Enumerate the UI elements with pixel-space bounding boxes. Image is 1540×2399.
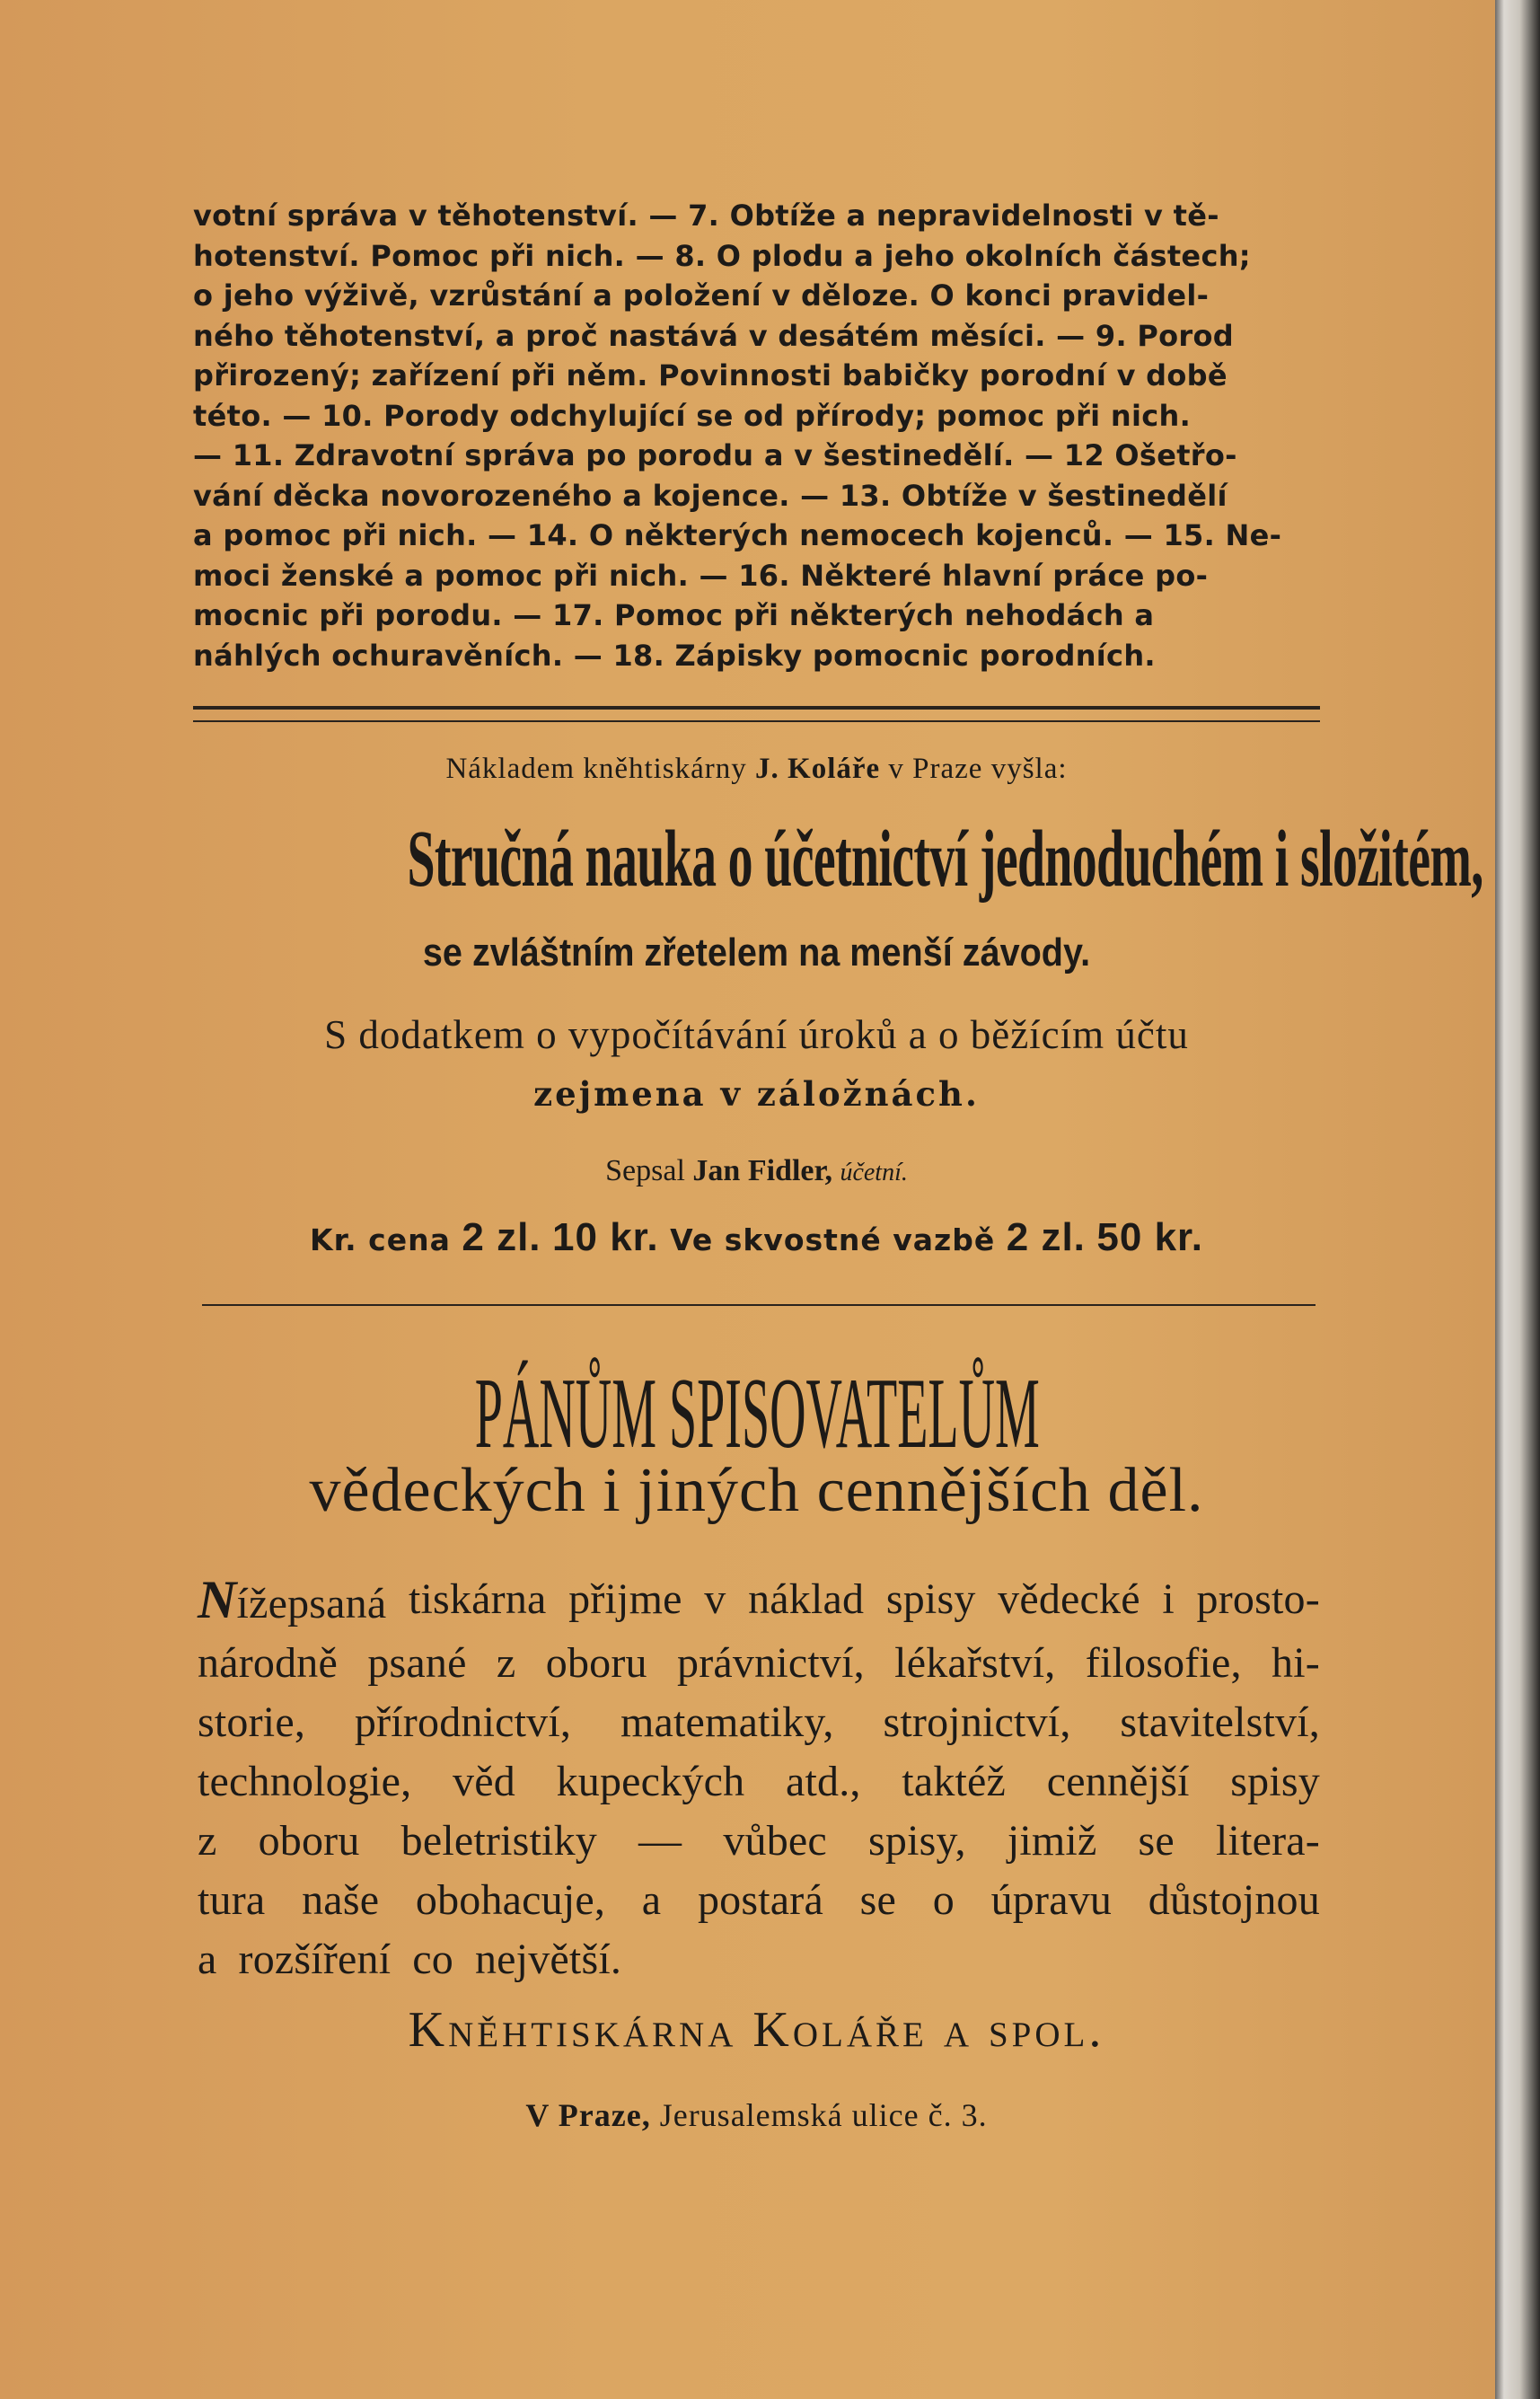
word: spisy <box>885 1575 976 1623</box>
word: z <box>496 1639 516 1687</box>
word: oboru <box>258 1817 360 1865</box>
double-rule-divider <box>193 706 1320 722</box>
word: věd <box>453 1758 515 1805</box>
book-addendum: S dodatkem o vypočítávání úroků a o běžícím účtu <box>324 1012 1189 1057</box>
printer-address <box>193 2096 1320 2134</box>
word: stavitelství, <box>1120 1698 1320 1746</box>
word: matematiky, <box>620 1698 834 1746</box>
word: cennější <box>1046 1758 1190 1805</box>
word: rozšíření <box>238 1936 392 1983</box>
word: vůbec <box>723 1817 827 1865</box>
publisher-line <box>193 753 1320 786</box>
price-amount-2b: 50 kr. <box>1096 1215 1203 1259</box>
word: obohacuje, <box>415 1876 606 1924</box>
contents-line: — 11. Zdravotní správa po porodu a v šestinedělí. — 12 Ošetřo- <box>193 438 1237 472</box>
contents-line: moci ženské a pomoc při nich. — 16. Některé hlavní práce po- <box>193 558 1209 593</box>
contents-line: ného těhotenství, a proč nastává v desátém měsíci. — 9. Porod <box>193 318 1234 353</box>
contents-line: votní správa v těhotenství. — 7. Obtíže a nepravidelnosti v tě- <box>193 198 1219 233</box>
word: litera- <box>1216 1817 1320 1865</box>
ad-body-first-word: Nížepsaná <box>198 1570 387 1629</box>
ad-body-line <box>198 1930 1320 1989</box>
book-title: Stručná nauka o účetnictví jednoduchém i složitém, <box>407 815 1483 904</box>
word: se <box>859 1876 897 1924</box>
ad-body-paragraph <box>198 1570 1320 1989</box>
publisher-prefix: Nákladem kněhtiskárny <box>445 753 747 785</box>
word: lékařství, <box>894 1639 1056 1687</box>
printer-signature: Kněhtiskárna Koláře a spol. <box>408 2002 1105 2058</box>
publisher-name: J. Koláře <box>755 753 881 785</box>
publisher-suffix: v Praze vyšla: <box>888 753 1068 785</box>
word: přijme <box>568 1575 682 1623</box>
word: hi- <box>1272 1639 1320 1687</box>
word: v <box>704 1575 726 1623</box>
word: i <box>1162 1575 1175 1623</box>
book-author <box>193 1154 1320 1188</box>
word: se <box>1138 1817 1175 1865</box>
price-amount-2a: 2 zl. <box>1006 1215 1086 1259</box>
contents-line: přirozený; zařízení při něm. Povinnosti babičky porodní v době <box>193 358 1228 392</box>
word: oboru <box>545 1639 647 1687</box>
book-addendum-continued: zejmena v záložnách. <box>533 1074 980 1114</box>
word: psané <box>367 1639 467 1687</box>
address-street: Jerusalemská ulice č. 3. <box>659 2097 988 2133</box>
word: tiskárna <box>408 1575 547 1623</box>
word: právnictví, <box>677 1639 865 1687</box>
word: co <box>412 1936 453 1983</box>
ad-body-line <box>198 1570 1320 1634</box>
ad-subheading: vědeckých i jiných cennějších děl. <box>309 1456 1204 1525</box>
book-price <box>193 1215 1320 1260</box>
word: úpravu <box>990 1876 1113 1924</box>
word: důstojnou <box>1148 1876 1320 1924</box>
word: vědecké <box>998 1575 1140 1623</box>
book-subtitle: se zvláštním zřetelem na menší závody. <box>422 930 1091 975</box>
ad-body-line <box>198 1812 1320 1871</box>
word: a <box>641 1876 662 1924</box>
word: atd., <box>785 1758 861 1805</box>
word: přírodnictví, <box>354 1698 572 1746</box>
word: beletristiky <box>400 1817 597 1865</box>
word: naše <box>302 1876 380 1924</box>
word: národně <box>198 1639 338 1687</box>
word: spisy <box>1230 1758 1320 1805</box>
word: a <box>198 1936 217 1983</box>
drop-cap: N <box>198 1570 237 1629</box>
word: jimiž <box>1007 1817 1097 1865</box>
author-role: účetní. <box>840 1159 908 1186</box>
word: prosto- <box>1196 1575 1320 1623</box>
ad-body-line <box>198 1634 1320 1693</box>
word: — <box>638 1817 682 1865</box>
address-city: V Praze, <box>525 2097 651 2133</box>
contents-line: mocnic při porodu. — 17. Pomoc při některých nehodách a <box>193 598 1155 632</box>
word: technologie, <box>198 1758 412 1805</box>
contents-paragraph <box>193 196 1320 675</box>
price-label: Kr. cena <box>310 1222 451 1257</box>
word: spisy, <box>867 1817 966 1865</box>
word: o <box>932 1876 955 1924</box>
page-edge-binding <box>1495 0 1540 2399</box>
word: strojnictví, <box>883 1698 1071 1746</box>
word: filosofie, <box>1085 1639 1242 1687</box>
contents-line: náhlých ochuravěních. — 18. Zápisky pomocnic porodních. <box>193 638 1156 673</box>
ad-body-line <box>198 1693 1320 1752</box>
price-amount-1a: 2 zl. <box>462 1215 541 1259</box>
word: největší. <box>474 1936 622 1983</box>
contents-line: a pomoc při nich. — 14. O některých nemocech kojenců. — 15. Ne- <box>193 518 1282 552</box>
ad-body-line <box>198 1871 1320 1930</box>
contents-line: hotenství. Pomoc při nich. — 8. O plodu a jeho okolních částech; <box>193 238 1251 273</box>
single-rule-divider <box>202 1304 1316 1306</box>
ad-body-line <box>198 1752 1320 1812</box>
contents-line: vání děcka novorozeného a kojence. — 13. Obtíže v šestinedělí <box>193 478 1228 513</box>
author-prefix: Sepsal <box>605 1154 685 1187</box>
author-name: Jan Fidler, <box>692 1154 832 1187</box>
ad-heading: PÁNŮM SPISOVATELŮM <box>474 1358 1040 1469</box>
contents-line: této. — 10. Porody odchylující se od přírody; pomoc při nich. <box>193 398 1192 433</box>
word: kupeckých <box>556 1758 745 1805</box>
word: postará <box>697 1876 823 1924</box>
word: tura <box>198 1876 266 1924</box>
word: taktéž <box>902 1758 1007 1805</box>
word: z <box>198 1817 217 1865</box>
word: storie, <box>198 1698 306 1746</box>
price-binding-label: Ve skvostné vazbě <box>670 1222 996 1257</box>
word: náklad <box>748 1575 865 1623</box>
contents-line: o jeho výživě, vzrůstání a položení v děloze. O konci pravidel- <box>193 278 1210 313</box>
price-amount-1b: 10 kr. <box>552 1215 659 1259</box>
